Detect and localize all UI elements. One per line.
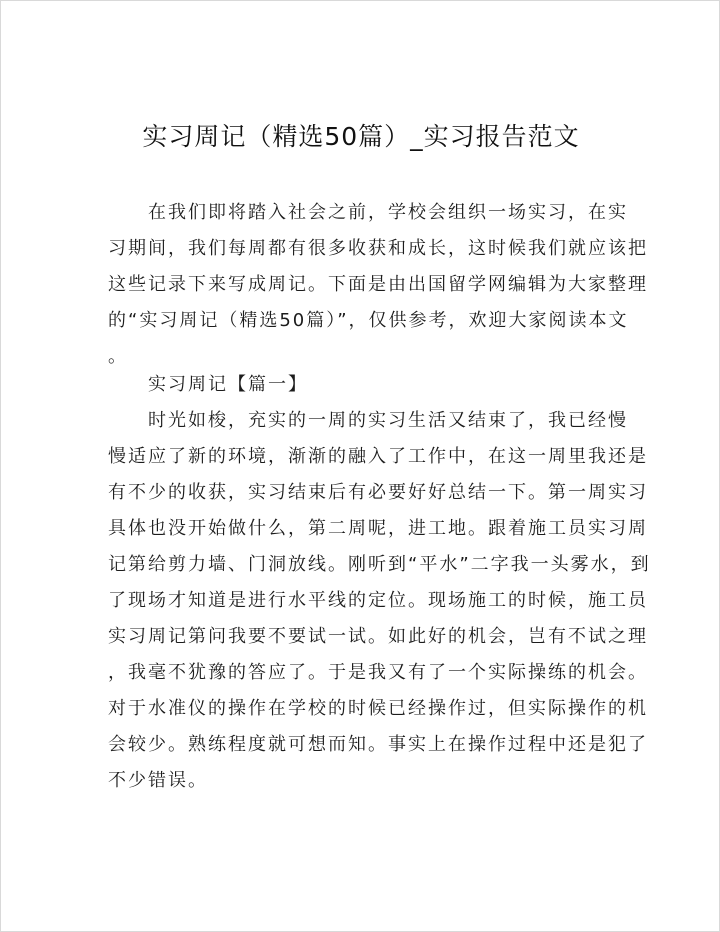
body-line: 有不少的收获，实习结束后有必要好好总结一下。第一周实习: [108, 482, 648, 503]
intro-line: 这些记录下来写成周记。下面是由出国留学网编辑为大家整理: [108, 274, 648, 295]
document-title: 实习周记（精选50篇）_实习报告范文: [142, 122, 580, 151]
body-line: 慢适应了新的环境，渐渐的融入了工作中，在这一周里我还是: [108, 446, 648, 467]
intro-paragraph: [108, 195, 648, 375]
section-heading: [108, 367, 308, 403]
body-line: 了现场才知道是进行水平线的定位。现场施工的时候，施工员: [108, 590, 648, 611]
section-heading-text: 实习周记【篇一】: [108, 374, 308, 395]
intro-line: 在我们即将踏入社会之前，学校会组织一场实习，在实: [108, 202, 628, 223]
body-line: ，我毫不犹豫的答应了。于是我又有了一个实际操练的机会。: [108, 662, 648, 683]
body-line: 时光如梭，充实的一周的实习生活又结束了，我已经慢: [108, 410, 628, 431]
intro-line: 的“实习周记（精选50篇）”，仅供参考，欢迎大家阅读本文: [108, 310, 629, 331]
body-paragraph: [108, 403, 651, 799]
intro-line: 。: [108, 346, 128, 367]
body-line: 不少错误。: [108, 770, 208, 791]
body-line: 具体也没开始做什么，第二周呢，进工地。跟着施工员实习周: [108, 518, 648, 539]
body-line: 对于水准仪的操作在学校的时候已经操作过，但实际操作的机: [108, 698, 648, 719]
body-line: 会较少。熟练程度就可想而知。事实上在操作过程中还是犯了: [108, 734, 648, 755]
intro-line: 习期间，我们每周都有很多收获和成长，这时候我们就应该把: [108, 238, 648, 259]
body-line: 记第给剪力墙、门洞放线。刚听到“平水”二字我一头雾水，到: [108, 554, 651, 575]
body-line: 实习周记第问我要不要试一试。如此好的机会，岂有不试之理: [108, 626, 648, 647]
